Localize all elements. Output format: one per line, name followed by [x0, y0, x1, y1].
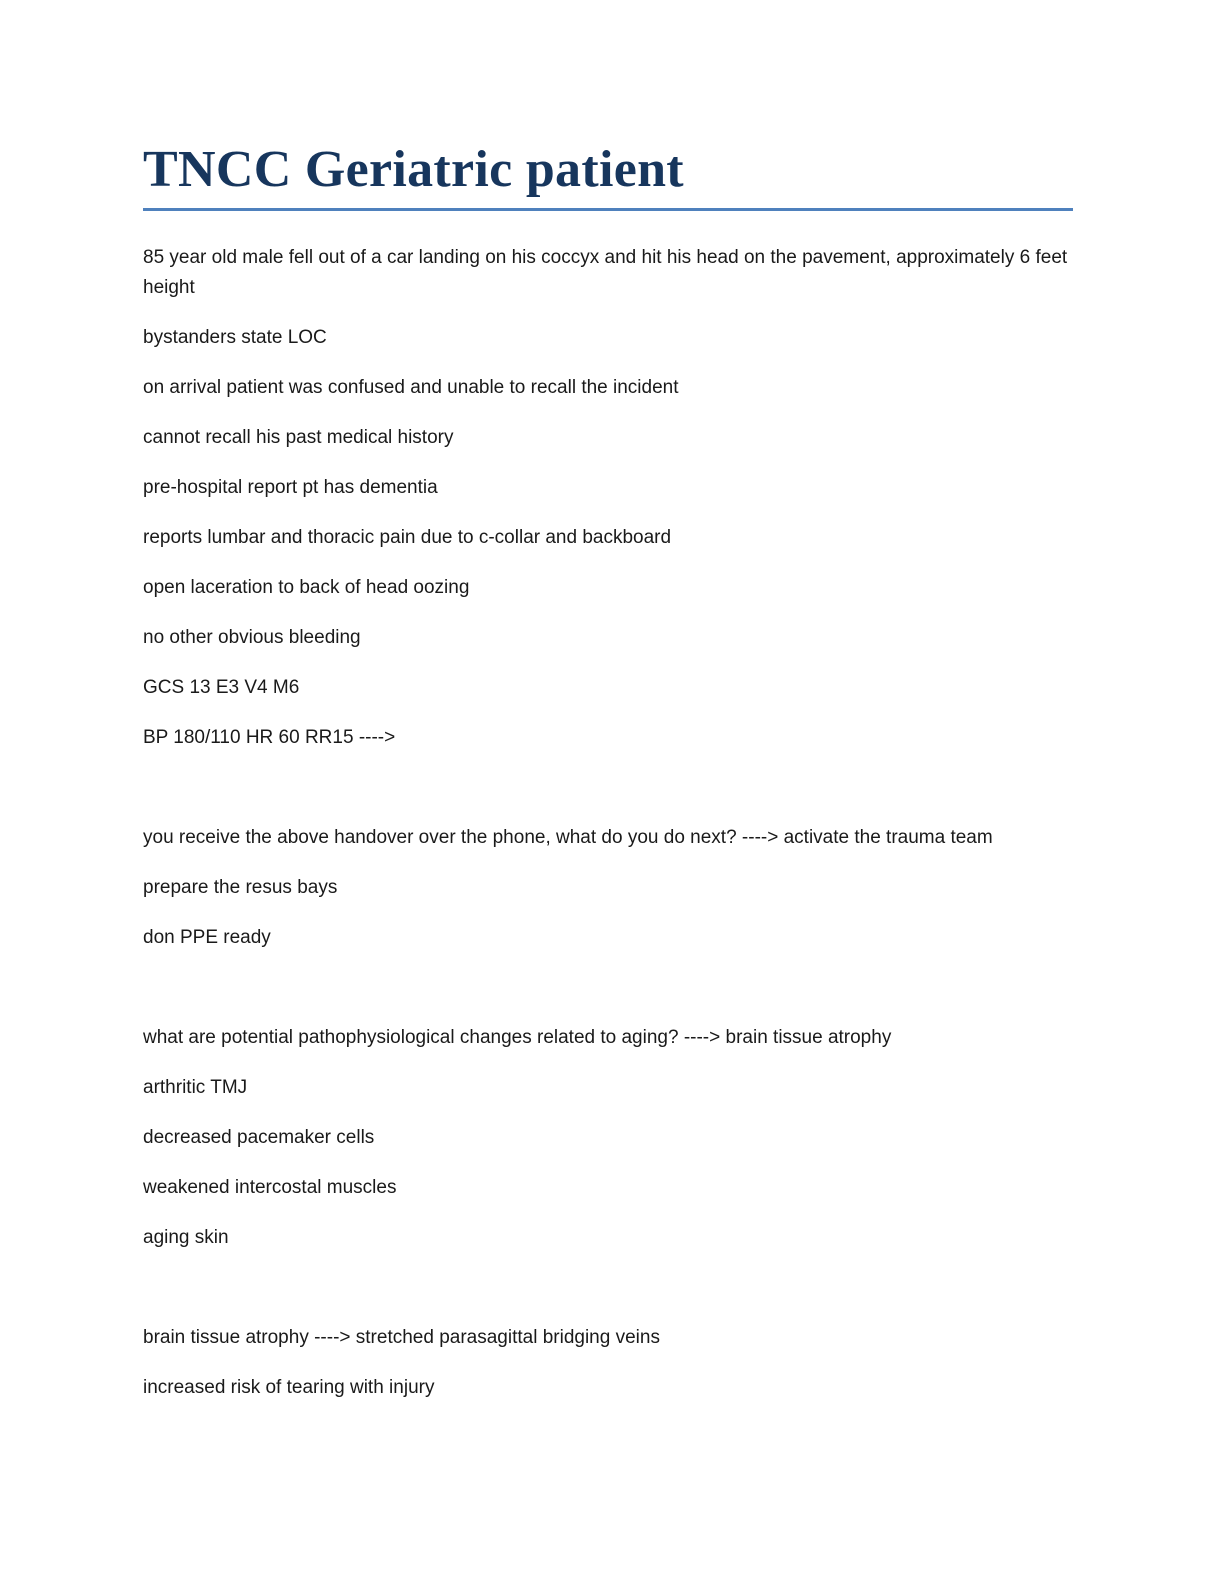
paragraph-loc: bystanders state LOC — [143, 327, 327, 348]
title-underline — [143, 208, 1073, 211]
paragraph-resus: prepare the resus bays — [143, 877, 338, 898]
paragraph-intercostal: weakened intercostal muscles — [143, 1177, 397, 1198]
paragraph-bleeding: no other obvious bleeding — [143, 627, 361, 648]
paragraph-pacemaker: decreased pacemaker cells — [143, 1127, 375, 1148]
paragraph-vitals: BP 180/110 HR 60 RR15 ----> — [143, 727, 396, 748]
document-title: TNCC Geriatric patient — [143, 141, 684, 198]
paragraph-arrival: on arrival patient was confused and unable to recall the incident — [143, 377, 679, 398]
blank-line — [143, 773, 1073, 823]
paragraph-question-aging: what are potential pathophysiological changes related to aging? ----> brain tissue atrophy — [143, 1027, 892, 1048]
paragraph-tmj: arthritic TMJ — [143, 1077, 248, 1098]
paragraph-dementia: pre-hospital report pt has dementia — [143, 477, 438, 498]
blank-line — [143, 1273, 1073, 1323]
paragraph-skin: aging skin — [143, 1227, 229, 1248]
blank-line — [143, 973, 1073, 1023]
paragraph-atrophy: brain tissue atrophy ----> stretched parasagittal bridging veins — [143, 1327, 660, 1348]
paragraph-gcs: GCS 13 E3 V4 M6 — [143, 677, 300, 698]
paragraph-pain: reports lumbar and thoracic pain due to c-collar and backboard — [143, 527, 672, 548]
paragraph-mechanism: 85 year old male fell out of a car landing on his coccyx and hit his head on the pavement, approximately 6 feet height — [143, 247, 1068, 298]
paragraph-tearing: increased risk of tearing with injury — [143, 1377, 435, 1398]
paragraph-laceration: open laceration to back of head oozing — [143, 577, 470, 598]
document-page — [143, 138, 1073, 1423]
paragraph-history: cannot recall his past medical history — [143, 427, 454, 448]
paragraph-question-next: you receive the above handover over the phone, what do you do next? ----> activate the trauma team — [143, 827, 993, 848]
paragraph-ppe: don PPE ready — [143, 927, 271, 948]
